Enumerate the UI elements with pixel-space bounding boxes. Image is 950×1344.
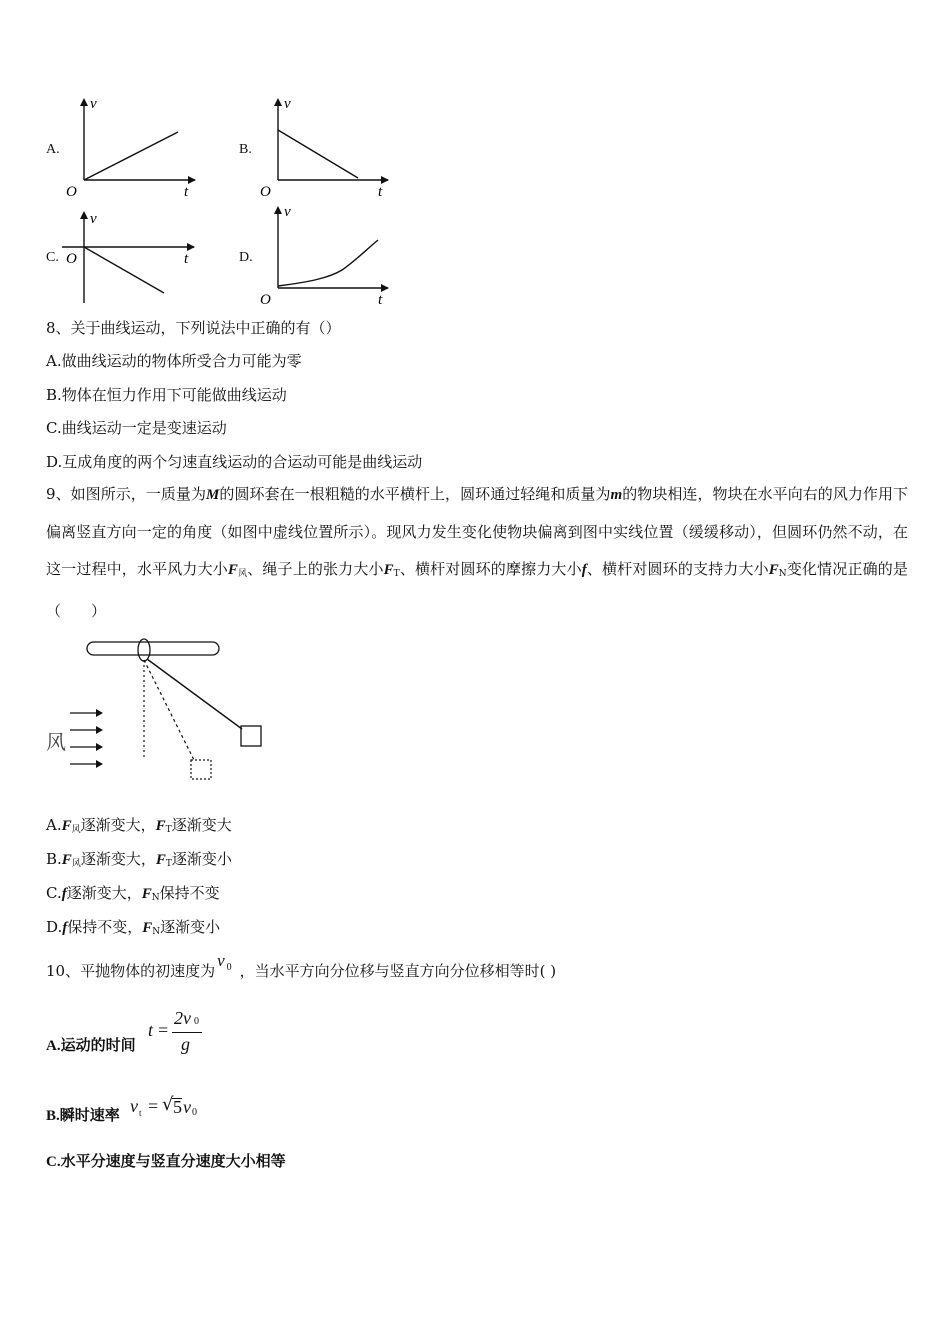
horizontal-rod xyxy=(87,642,219,655)
graph-d-v: v xyxy=(284,204,291,220)
graph-c-label: C. xyxy=(46,250,59,265)
fraction-bar xyxy=(172,1032,202,1033)
q9-option-b: $B.F_风$逐渐变大，$F_T$逐渐变小 xyxy=(46,850,232,869)
block-solid xyxy=(241,726,261,746)
graph-d xyxy=(254,200,404,310)
graph-d-label: D. xyxy=(239,250,253,265)
graph-c xyxy=(60,205,210,307)
graph-b-t: t xyxy=(378,184,383,200)
block-dashed xyxy=(191,760,211,779)
q8-option-d: D.互成角度的两个匀速直线运动的合运动可能是曲线运动 xyxy=(46,453,423,471)
graph-d-t: t xyxy=(378,292,383,308)
sqrt-sign: √ xyxy=(162,1094,174,1115)
wind-label: 风 xyxy=(46,732,66,754)
q8-option-b: B.物体在恒力作用下可能做曲线运动 xyxy=(46,386,287,404)
q9-option-a: $A.F_风$逐渐变大，$F_T$逐渐变大 xyxy=(46,816,232,835)
q10-option-c: C.水平分速度与竖直分速度大小相等 xyxy=(46,1154,286,1170)
graph-a-t: t xyxy=(184,184,189,200)
q9-figure xyxy=(44,632,274,787)
graph-a xyxy=(60,92,210,202)
q10-stem: 10、平抛物体的初速度为v $^0$ ，当水平方向分位移与竖直方向分位移相等时( ) xyxy=(46,951,557,980)
graph-c-o: O xyxy=(66,251,77,267)
q8-option-c: C.曲线运动一定是变速运动 xyxy=(46,419,227,437)
graph-a-o: O xyxy=(66,184,77,200)
wind-arrows xyxy=(70,709,103,768)
graph-b xyxy=(254,92,404,202)
graph-d-o: O xyxy=(260,292,271,308)
q9-option-c: C.f逐渐变大，$F_N$保持不变 xyxy=(46,884,220,903)
graph-c-v: v xyxy=(90,211,97,227)
graph-b-v: v xyxy=(284,96,291,112)
graph-c-t: t xyxy=(184,251,189,267)
q8-option-a: A.做曲线运动的物体所受合力可能为零 xyxy=(46,352,302,370)
q9-stem: 9、如图所示，一质量为M的圆环套在一根粗糙的水平横杆上，圆环通过轻绳和质量为m的物块相连，物块在水平向右的风力作用下偏离竖直方向一定的角度（如图中虚线位置所示）。现风力发生变化使物块偏离到图中实线位置（缓缓移动），但圆环仍然不动，在这一过程中，水平风力大小$F_风$、绳子上的张力大小$F_T$、横杆对圆环的摩擦力大小f、横杆对圆环的支持力大小$F_N$变化情况正确的是（ ） xyxy=(46,485,908,620)
q8-stem: 8、关于曲线运动，下列说法中正确的有（） xyxy=(46,319,341,337)
graph-a-v: v xyxy=(90,96,97,112)
graph-b-o: O xyxy=(260,184,271,200)
graph-a-label: A. xyxy=(46,142,60,157)
graph-b-label: B. xyxy=(239,142,252,157)
q9-option-d: D.f保持不变，$F_N$逐渐变小 xyxy=(46,918,221,937)
